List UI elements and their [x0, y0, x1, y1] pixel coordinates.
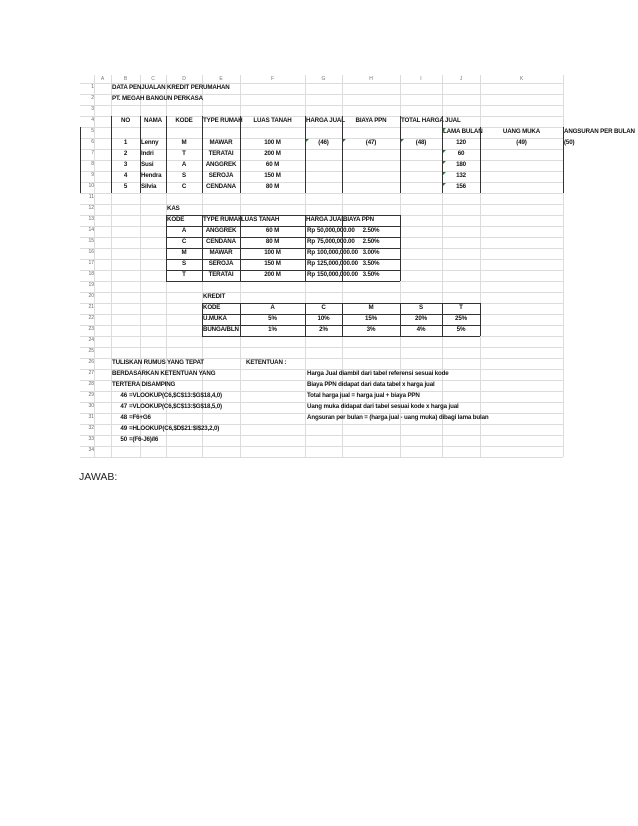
error-indicator: [443, 150, 446, 153]
kas-cell: Rp: [307, 238, 315, 245]
cell-border: [342, 215, 343, 281]
row-header: 22: [88, 315, 94, 321]
row-header: 5: [91, 128, 94, 134]
column-header: J: [459, 76, 463, 82]
table-cell: (46): [318, 139, 329, 146]
gridline: [80, 105, 563, 106]
row-header: 10: [88, 183, 94, 189]
formula-text: =VLOOKUP(C6,$C$13:$G$18,5,0): [129, 403, 222, 410]
table-header: NAMA: [144, 117, 162, 124]
kas-cell: C: [181, 238, 187, 245]
table-header: ANGSURAN PER BULAN: [564, 128, 635, 135]
kas-cell: 150 M: [264, 260, 281, 267]
table-header: TOTAL HARGA JUAL: [401, 117, 461, 124]
formula-text: =F6+G6: [129, 414, 151, 421]
cell-border: [140, 116, 141, 193]
cell-border: [166, 116, 167, 193]
instruction-text: TULISKAN RUMUS YANG TEPAT: [112, 359, 204, 366]
cell-border: [166, 215, 167, 281]
table-cell: 60 M: [265, 161, 280, 168]
cell-border: [202, 314, 480, 315]
formula-number: 49: [120, 425, 127, 432]
column-header: A: [100, 76, 105, 82]
spreadsheet-image: [80, 75, 635, 456]
table-cell: (47): [365, 139, 377, 146]
error-indicator: [443, 161, 446, 164]
row-header: 30: [88, 403, 94, 409]
formula-number: 46: [120, 392, 127, 399]
cell-border: [305, 116, 306, 193]
kas-cell: SEROJA: [208, 260, 234, 267]
table-cell: 180: [456, 161, 466, 168]
table-cell: (50): [564, 139, 575, 146]
kredit-cell: 5%: [456, 326, 466, 333]
error-indicator: [443, 128, 446, 131]
gridline: [80, 204, 563, 205]
kas-cell: ANGGREK: [205, 227, 237, 234]
kas-cell: 3.00%: [362, 249, 380, 256]
kredit-cell: BUNGA/BLN: [203, 326, 239, 333]
formula-text: =(F6-J6)/I6: [129, 436, 159, 443]
ketentuan-text: Angsuran per bulan = (harga jual - uang muka) dibagi lama bulan: [307, 414, 489, 421]
kas-cell: 2.50%: [362, 227, 380, 234]
kredit-cell: 4%: [416, 326, 426, 333]
formula-number: 47: [120, 403, 127, 410]
kas-cell: Rp: [307, 260, 315, 267]
cell-border: [400, 116, 401, 193]
gridline: [94, 75, 95, 457]
kas-cell: MAWAR: [209, 249, 233, 256]
row-header: 15: [88, 238, 94, 244]
row-header: 25: [88, 348, 94, 354]
error-indicator: [343, 139, 346, 142]
cell-border: [166, 281, 400, 282]
kredit-cell: 3%: [366, 326, 376, 333]
table-cell: A: [181, 161, 187, 168]
kas-header: KODE: [167, 216, 185, 223]
instruction-text: BERDASARKAN KETENTUAN YANG: [112, 370, 216, 377]
table-cell: TERATAI: [208, 150, 234, 157]
cell-border: [80, 127, 81, 193]
table-cell: Susi: [141, 161, 154, 168]
table-cell: (49): [516, 139, 527, 146]
row-header: 2: [91, 95, 94, 101]
cell-border: [305, 303, 306, 336]
table-cell: Hendra: [141, 172, 162, 179]
kas-cell: CENDANA: [206, 238, 236, 245]
table-cell: 60: [457, 150, 465, 157]
kredit-cell: A: [270, 304, 275, 311]
table-cell: 200 M: [264, 150, 281, 157]
kas-cell: 3.50%: [362, 271, 380, 278]
row-header: 33: [88, 436, 94, 442]
formula-text: =HLOOKUP(C6,$D$21:$I$23,2,0): [129, 425, 220, 432]
table-cell: 120: [456, 139, 466, 146]
error-indicator: [443, 172, 446, 175]
row-header: 11: [88, 194, 94, 200]
table-cell: 150 M: [264, 172, 281, 179]
kas-cell: 200 M: [264, 271, 281, 278]
cell-border: [480, 303, 481, 336]
row-header: 23: [88, 326, 94, 332]
table-header: LUAS TANAH: [253, 117, 292, 124]
cell-border: [202, 215, 203, 281]
table-cell: 4: [123, 172, 128, 179]
row-header: 18: [88, 271, 94, 277]
row-header: 4: [91, 117, 94, 123]
cell-border: [202, 325, 480, 326]
kas-cell: T: [182, 271, 186, 278]
column-header: G: [321, 76, 326, 82]
row-header: 1: [91, 84, 94, 90]
table-cell: (48): [415, 139, 427, 146]
table-cell: 2: [123, 150, 128, 157]
kas-cell: Rp: [307, 271, 315, 278]
kredit-cell: U.MUKA: [203, 315, 227, 322]
kas-cell: 125,000,000.00: [317, 260, 358, 267]
table-cell: CENDANA: [206, 183, 236, 190]
cell-border: [240, 303, 241, 336]
table-header: KODE: [175, 117, 193, 124]
formula-number: 48: [120, 414, 127, 421]
cell-border: [202, 303, 203, 336]
kredit-cell: S: [419, 304, 423, 311]
table-header: NO: [121, 117, 130, 124]
kredit-cell: 20%: [415, 315, 427, 322]
table-cell: ANGGREK: [205, 161, 237, 168]
table-cell: M: [181, 139, 187, 146]
gridline: [80, 446, 563, 447]
table-cell: Indri: [141, 150, 154, 157]
table-cell: Silvia: [141, 183, 157, 190]
kas-cell: A: [181, 227, 187, 234]
row-header: 20: [88, 293, 94, 299]
table-cell: 80 M: [265, 183, 280, 190]
table-cell: T: [182, 150, 186, 157]
row-header: 13: [88, 216, 94, 222]
column-header: C: [151, 76, 155, 82]
ketentuan-text: Uang muka didapat dari tabel sesuai kode x harga jual: [307, 403, 459, 410]
row-header: 26: [88, 359, 94, 365]
gridline: [80, 292, 563, 293]
cell-border: [400, 303, 401, 336]
cell-border: [240, 215, 241, 281]
table-cell: Lenny: [141, 139, 159, 146]
cell-border: [305, 215, 306, 281]
row-header: 12: [88, 205, 94, 211]
cell-border: [202, 336, 480, 337]
kredit-cell: T: [459, 304, 463, 311]
table-cell: 3: [123, 161, 128, 168]
table-cell: 100 M: [264, 139, 281, 146]
kredit-title: KREDIT: [203, 293, 226, 300]
kas-cell: S: [182, 260, 186, 267]
row-header: 24: [88, 337, 94, 343]
kas-cell: 2.50%: [362, 238, 380, 245]
column-header: B: [123, 76, 128, 82]
table-header: TYPE RUMAH: [203, 117, 243, 124]
error-indicator: [306, 139, 309, 142]
kas-header: BIAYA PPN: [343, 216, 374, 223]
column-header: I: [420, 76, 422, 82]
row-header: 3: [91, 106, 94, 112]
table-cell: 1: [123, 139, 128, 146]
kredit-cell: 1%: [268, 326, 277, 333]
kas-cell: 3.50%: [362, 260, 380, 267]
kredit-cell: 2%: [319, 326, 328, 333]
kas-header: TYPE RUMAH: [203, 216, 243, 223]
gridline: [80, 457, 563, 458]
column-header: K: [519, 76, 524, 82]
row-header: 7: [91, 150, 94, 156]
cell-border: [202, 116, 203, 193]
row-header: 16: [88, 249, 94, 255]
kredit-cell: M: [368, 304, 374, 311]
row-header: 31: [88, 414, 94, 420]
ketentuan-text: Harga Jual diambil dari tabel referensi sesuai kode: [307, 370, 449, 377]
table-cell: 5: [123, 183, 128, 190]
row-header: 34: [88, 447, 94, 453]
ketentuan-label: KETENTUAN :: [246, 359, 287, 366]
row-header: 32: [88, 425, 94, 431]
instruction-text: TERTERA DISAMPING: [112, 381, 176, 388]
gridline: [80, 193, 563, 194]
table-header: BIAYA PPN: [355, 117, 387, 124]
kas-cell: Rp: [307, 249, 315, 256]
gridline: [80, 347, 563, 348]
formula-number: 50: [120, 436, 127, 443]
table-header: LAMA BULAN: [443, 128, 483, 135]
kas-cell: 60 M: [265, 227, 280, 234]
company-title: PT. MEGAH BANGUN PERKASA: [112, 95, 203, 102]
table-header: HARGA JUAL: [306, 117, 345, 124]
kredit-cell: 5%: [268, 315, 277, 322]
table-cell: C: [181, 183, 187, 190]
cell-border: [202, 303, 480, 304]
ketentuan-text: Biaya PPN didapat dari data tabel x harga jual: [307, 381, 435, 388]
ketentuan-text: Total harga jual = harga jual + biaya PPN: [307, 392, 420, 399]
row-header: 8: [91, 161, 94, 167]
kas-cell: 75,000,000.00: [317, 238, 355, 245]
table-cell: 156: [456, 183, 466, 190]
kredit-cell: 15%: [365, 315, 377, 322]
kas-cell: 80 M: [265, 238, 280, 245]
column-header: H: [369, 76, 373, 82]
column-header: F: [270, 76, 275, 82]
formula-text: =VLOOKUP(C6,$C$13:$G$18,4,0): [129, 392, 222, 399]
kas-cell: 50,000,000.00: [317, 227, 355, 234]
kas-title: KAS: [167, 205, 180, 212]
row-header: 19: [88, 282, 94, 288]
cell-border: [480, 127, 481, 193]
row-header: 17: [88, 260, 94, 266]
kas-cell: TERATAI: [208, 271, 234, 278]
row-header: 27: [88, 370, 94, 376]
column-header: D: [182, 76, 186, 82]
cell-border: [342, 303, 343, 336]
cell-border: [442, 303, 443, 336]
cell-border: [400, 215, 401, 281]
table-header: UANG MUKA: [502, 128, 541, 135]
cell-border: [111, 116, 112, 193]
row-header: 6: [91, 139, 94, 145]
kas-cell: 150,000,000.00: [317, 271, 358, 278]
kas-cell: 100,000,000.00: [317, 249, 358, 256]
table-cell: S: [182, 172, 186, 179]
sheet-title: DATA PENJUALAN KREDIT PERUMAHAN: [112, 84, 230, 91]
kas-cell: M: [181, 249, 187, 256]
row-header: 21: [88, 304, 94, 310]
kas-header: LUAS TANAH: [241, 216, 280, 223]
kredit-cell: KODE: [203, 304, 221, 311]
cell-border: [563, 127, 564, 193]
kredit-cell: 25%: [455, 315, 467, 322]
cell-border: [342, 116, 343, 193]
row-header: 9: [91, 172, 94, 178]
error-indicator: [443, 183, 446, 186]
table-cell: 132: [456, 172, 466, 179]
cell-border: [240, 116, 241, 193]
column-header: E: [219, 76, 223, 82]
kas-cell: Rp: [307, 227, 315, 234]
error-indicator: [401, 139, 404, 142]
kas-cell: 100 M: [264, 249, 281, 256]
row-header: 29: [88, 392, 94, 398]
row-header: 28: [88, 381, 94, 387]
table-cell: MAWAR: [209, 139, 233, 146]
kas-header: HARGA JUAL: [306, 216, 345, 223]
kredit-cell: C: [321, 304, 326, 311]
row-header: 14: [88, 227, 94, 233]
table-cell: SEROJA: [208, 172, 234, 179]
kredit-cell: 10%: [317, 315, 330, 322]
answer-label: JAWAB:: [79, 471, 118, 483]
